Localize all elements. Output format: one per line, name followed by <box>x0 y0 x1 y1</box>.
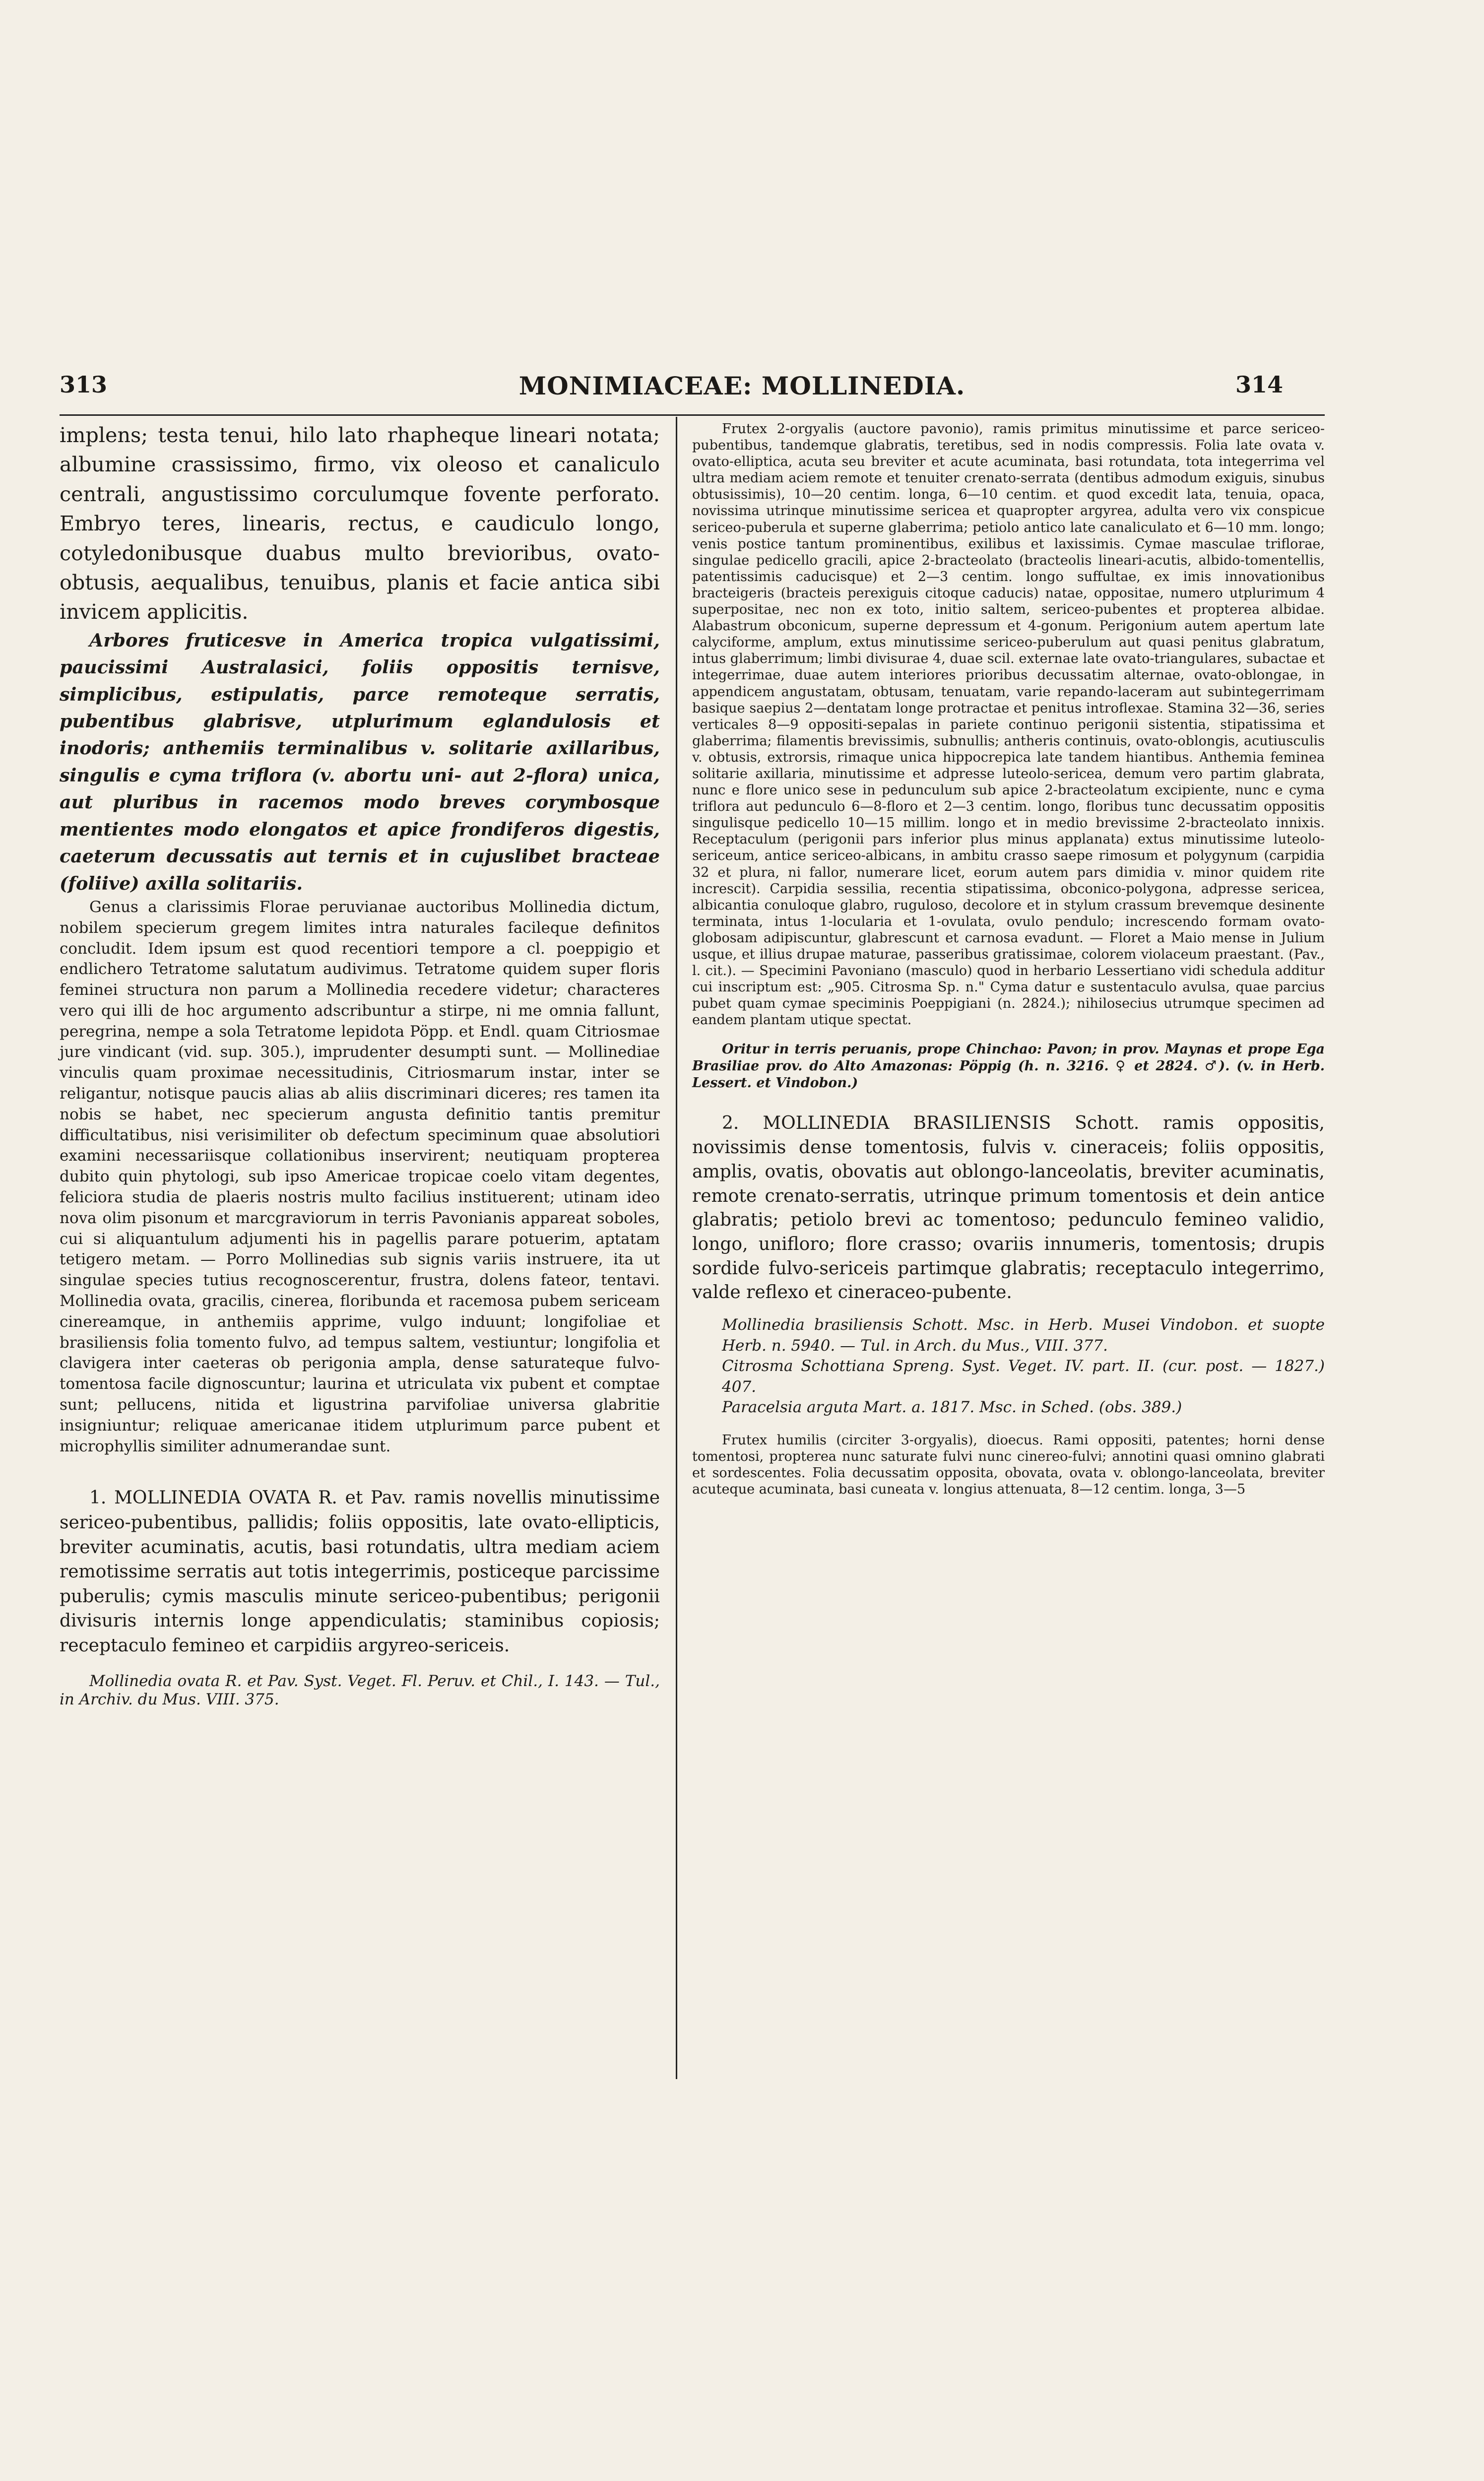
species-2-synonymy <box>692 1315 1325 1418</box>
seed-description: implens; testa tenui, hilo lato rhapheque lineari notata; albumine crassissimo, firmo, vix oleoso et canaliculo centrali, angustissimo corculumque fovente perforato. Embryo teres, linearis, rectus, e caudiculo longo, cotyledonibusque duabus multo brevioribus, ovato-obtusis, aequalibus, tenuibus, planis et facie antica sibi invicem applicitis. <box>60 423 660 624</box>
species-1-diagnosis: 1. MOLLINEDIA OVATA R. et Pav. ramis novellis minutissime sericeo-pubentibus, pallidis; foliis oppositis, late ovato-ellipticis, breviter acuminatis, acutis, basi rotundatis, ultra mediam aciem remotissime serratis aut totis integerrimis, posticeque parcissime puberulis; cymis masculis minute sericeo-pubentibus; perigonii divisuris internis longe appendiculatis; staminibus copiosis; receptaculo femineo et carpidiis argyreo-sericeis. <box>60 1488 660 1656</box>
species-1-synonymy: Mollinedia ovata R. et Pav. Syst. Veget. Fl. Peruv. et Chil., I. 143. — Tul., in Archiv. du Mus. VIII. 375. <box>60 1672 660 1708</box>
running-title: MONIMIACEAE: MOLLINEDIA. <box>518 371 966 400</box>
synonym-citrosma-schottiana: Citrosma Schottiana Spreng. Syst. Veget. IV. part. II. (cur. post. — 1827.) 407. <box>722 1357 1325 1396</box>
synonym-paracelsia-arguta: Paracelsia arguta Mart. a. 1817. Msc. in Sched. (obs. 389.) <box>722 1398 1182 1417</box>
species-1-distribution: Oritur in terris peruanis, prope Chinchao: Pavon; in prov. Maynas et prope Ega Brasiliae prov. do Alto Amazonas: Pöppig (h. n. 3216. ♀ et 2824. ♂). (v. in Herb. Lessert. et Vindobon.) <box>692 1042 1325 1091</box>
page-number-right: 314 <box>1235 371 1284 398</box>
species-1-description: Frutex 2-orgyalis (auctore pavonio), ramis primitus minutissime et parce sericeo-pubentibus, tandemque glabratis, teretibus, sed in nodis compressis. Folia late ovata v. ovato-elliptica, acuta seu breviter et acute acuminata, basi rotundata, tota integerrima vel ultra mediam aciem remote et tenuiter crenato-serrata (dentibus admodum exiguis, sinubus obtusissimis), 10—20 centim. longa, 6—10 centim. et quod excedit lata, tenuia, opaca, novissima utrinque minutissime sericea et quapropter argyrea, adulta vero vix conspicue sericeo-puberula et superne glaberrima; petiolo antico late canaliculato et 6—10 mm. longo; venis postice tantum prominentibus, exilibus et laxissimis. Cymae masculae triflorae, singulae pedicello gracili, apice 2-bracteolato (bracteolis lineari-acutis, albido-tomentellis, patentissimis caducisque) et 2—3 centim. longo suffultae, ex imis innovationibus bracteigeris (bracteis perexiguis citoque caducis) natae, oppositae, numero utplurimum 4 superpositae, nec non ex toto, initio saltem, sericeo-pubentes et propterea albidae. Alabastrum obconicum, superne depressum et 4-gonum. Perigonium autem apertum late calyciforme, amplum, extus minutissime sericeo-puberulum aut quasi penitus glabratum, intus glaberrimum; limbi divisurae 4, duae scil. externae late ovato-triangulares, subactae et integerrimae, duae autem interiores prioribus decussatim alternae, ovato-oblongae, in appendicem angustatam, obtusam, tenuatam, varie repando-laceram aut subintegerrimam basique saepius 2—dentatam longe protractae et penitus introflexae. Stamina 32—36, series verticales 8—9 oppositi-sepalas in pariete continuo perigonii sistentia, stipatissima et glaberrima; filamentis brevissimis, subnullis; antheris continuis, ovato-oblongis, acutiusculis v. obtusis, extrorsis, rimaque unica hippocrepica late tandem hiantibus. Anthemia feminea solitarie axillaria, minutissime et adpresse luteolo-sericea, demum vero partim glabrata, nunc e flore unico sese in pedunculum sub apice 2-bracteolatum excipiente, nunc e cyma triflora aut pedunculo 6—8-floro et 2—3 centim. longo, floribus tunc decussatim oppositis singulisque pedicello 10—15 millim. longo et in medio brevissime 2-bracteolato innixis. Receptaculum (perigonii pars inferior plus minus applanata) extus minutissime luteolo-sericeum, antice sericeo-albicans, in ambitu crasso saepe rimosum et polygynum (carpidia 32 et plura, ni fallor, numerare licet, eorum autem pars dimidia v. minor quidem rite increscit). Carpidia sessilia, recentia stipatissima, obconico-polygona, adpresse sericea, albicantia conuloque glabro, ruguloso, decolore et in stylum crassum brevemque desinente terminata, intus 1-locularia et 1-ovulata, ovulo pendulo; increscendo formam ovato-globosam adipiscuntur, glabrescunt et carnosa evadunt. — Floret a Maio mense in Julium usque, et illius drupae maturae, passeribus gratissimae, colorem violaceum praestant. (Pav., l. cit.). — Specimini Pavoniano (masculo) quod in herbario Lessertiano vidi schedula additur cui inscriptum est: „905. Citrosma Sp. n." Cyma datur e sustentaculo avulsa, quae parcius pubet quam cymae speciminis Poeppigiani (n. 2824.); nihilosecius utrumque specimen ad eandem plantam utique spectat. <box>692 421 1325 1028</box>
right-column <box>692 421 1325 1498</box>
page-header <box>0 371 1484 403</box>
genus-habit: Arbores fruticesve in America tropica vulgatissimi, paucissimi Australasici, foliis oppositis ternisve, simplicibus, estipulatis, parce remoteque serratis, pubentibus glabrisve, utplurimum eglandulosis et inodoris; anthemiis terminalibus v. solitarie axillaribus, singulis e cyma triflora (v. abortu uni- aut 2-flora) unica, aut pluribus in racemos modo breves corymbosque mentientes modo elongatos et apice frondiferos digestis, caeterum decussatis aut ternis et in cujuslibet bracteae (foliive) axilla solitariis. <box>60 629 660 894</box>
page-number-left: 313 <box>60 371 108 398</box>
genus-discussion: Genus a clarissimis Florae peruvianae auctoribus Mollinedia dictum, nobilem specierum gregem limites intra naturales facileque definitos concludit. Idem ipsum est quod recentiori tempore a cl. poeppigio et endlichero Tetratome salutatum audivimus. Tetratome quidem super floris feminei structura non parum a Mollinedia recedere videtur; characteres vero qui illi de hoc argumento adscribuntur a stirpe, ni me omnia fallunt, peregrina, nempe a sola Tetratome lepidota Pöpp. et Endl. quam Citriosmae jure vindicant (vid. sup. 305.), imprudenter desumpti sunt. — Mollinediae vinculis quam proximae necessitudinis, Citriosmarum instar, inter se religantur, notisque paucis alias ab aliis discriminari diceres; res tamen ita nobis se habet, nec specierum angusta definitio tantis premitur difficultatibus, nisi verisimiliter ob defectum speciminum quae absolutiori examini necessariisque collationibus inservirent; neutiquam propterea dubito quin phytologi, sub ipso Americae tropicae coelo vitam degentes, feliciora studia de plaeris nostris multo facilius instituerent; utinam ideo nova olim pisonum et marcgraviorum in terris Pavonianis appareat soboles, cui si aliquantulum adjumenti his in pagellis parare potuerim, aptatam tetigero metam. — Porro Mollinedias sub signis variis instruere, ita ut singulae species tutius recognoscerentur, frustra, dolens fateor, tentavi. Mollinedia ovata, gracilis, cinerea, floribunda et racemosa pubem sericeam cinereamque, in anthemiis apprime, vulgo induunt; longifoliae et brasiliensis folia tomento fulvo, ad tempus saltem, vestiuntur; longifolia et clavigera inter caeteras ob perigonia ampla, dense saturateque fulvo-tomentosa facile dignoscuntur; laurina et utriculata vix pubent et comptae sunt; pellucens, nitida et ligustrina parvifoliae universa glabritie insigniuntur; reliquae americanae itidem utplurimum parce pubent et microphyllis similiter adnumerandae sunt. <box>60 898 660 1455</box>
species-2-diagnosis: 2. MOLLINEDIA BRASILIENSIS Schott. ramis oppositis, novissimis dense tomentosis, fulvis v. cineraceis; foliis oppositis, amplis, ovatis, obovatis aut oblongo-lanceolatis, breviter acuminatis, remote crenato-serratis, utrinque primum tomentosis et dein antice glabratis; petiolo brevi ac tomentoso; pedunculo femineo validio, longo, unifloro; flore crasso; ovariis innumeris, tomentosis; drupis sordide fulvo-sericeis partimque glabratis; receptaculo integerrimo, valde reflexo et cineraceo-pubente. <box>692 1113 1325 1303</box>
synonym-mollinedia-brasiliensis: Mollinedia brasiliensis Schott. Msc. in Herb. Musei Vindobon. et suopte Herb. n. 5940. — Tul. in Arch. du Mus., VIII. 377. <box>722 1316 1325 1355</box>
column-divider <box>676 417 677 2079</box>
species-2-description: Frutex humilis (circiter 3-orgyalis), dioecus. Rami oppositi, patentes; horni dense tomentosi, propterea nunc saturate fulvi nunc cinereo-fulvi; annotini quasi omnino glabrati et sordescentes. Folia decussatim opposita, obovata, ovata v. oblongo-lanceolata, breviter acuteque acuminata, basi cuneata v. longius attenuata, 8—12 centim. longa, 3—5 <box>692 1432 1325 1497</box>
header-rule <box>60 414 1325 416</box>
left-column <box>60 421 660 1709</box>
